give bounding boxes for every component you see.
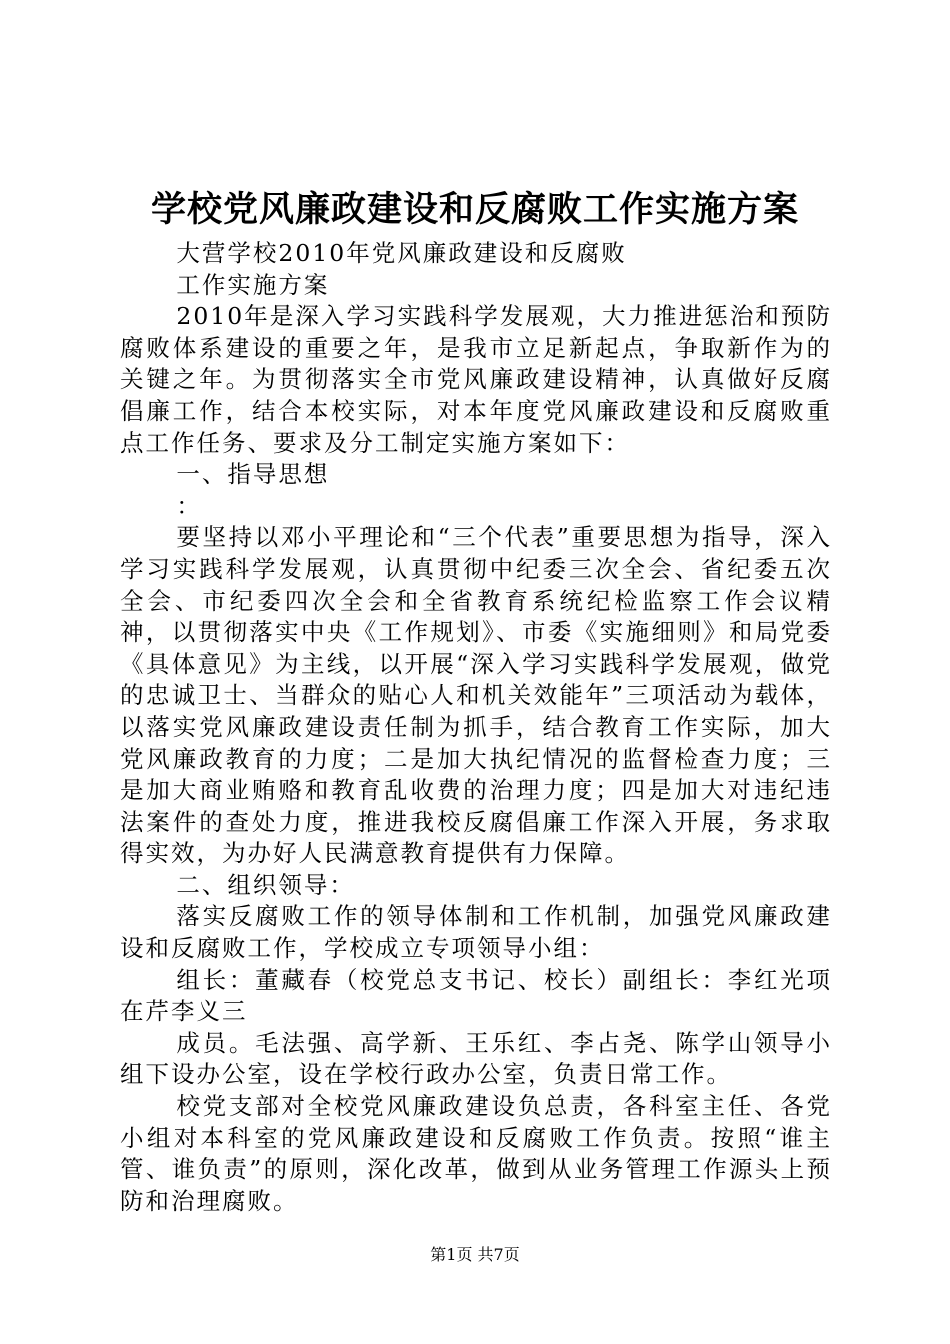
paragraph-members: 成员。毛法强、高学新、王乐红、李占尧、陈学山领导小组下设办公室，设在学校行政办公室，负责日常工作。: [120, 1028, 832, 1089]
paragraph-intro: 2010年是深入学习实践科学发展观，大力推进惩治和预防腐败体系建设的重要之年，是我市立足新起点，争取新作为的关键之年。为贯彻落实全市党风廉政建设精神，认真做好反腐倡廉工作，结合本校实际，对本年度党风廉政建设和反腐败重点工作任务、要求及分工制定实施方案如下：: [120, 302, 832, 457]
paragraph-responsibility: 校党支部对全校党风廉政建设负总责，各科室主任、各党小组对本科室的党风廉政建设和反腐败工作负责。按照“谁主管、谁负责”的原则，深化改革，做到从业务管理工作源头上预防和治理腐败。: [120, 1092, 832, 1215]
section-heading-organization: 二、组织领导：: [176, 870, 355, 899]
paragraph-guiding-ideology: 要坚持以邓小平理论和“三个代表”重要思想为指导，深入学习实践科学发展观，认真贯彻中纪委三次全会、省纪委五次全会、市纪委四次全会和全省教育系统纪检监察工作会议精神，以贯彻落实中央《工作规划》、市委《实施细则》和局党委《具体意见》为主线，以开展“深入学习实践科学发展观，做党的忠诚卫士、当群众的贴心人和机关效能年”三项活动为载体，以落实党风廉政建设责任制为抓手，结合教育工作实际，加大党风廉政教育的力度；二是加大执纪情况的监督检查力度；三是加大商业贿赂和教育乱收费的治理力度；四是加大对违纪违法案件的查处力度，推进我校反腐倡廉工作深入开展，务求取得实效，为办好人民满意教育提供有力保障。: [120, 523, 832, 868]
paragraph-leaders: 组长：董藏春（校党总支书记、校长）副组长：李红光项在芹李义三: [120, 965, 832, 1026]
paragraph-subtitle-line2: 工作实施方案: [176, 270, 330, 299]
paragraph-colon: ：: [176, 491, 202, 520]
paragraph-organization: 落实反腐败工作的领导体制和工作机制，加强党风廉政建设和反腐败工作，学校成立专项领导小组：: [120, 902, 832, 963]
section-heading-guiding-ideology: 一、指导思想: [176, 460, 330, 489]
paragraph-subtitle-line1: 大营学校2010年党风廉政建设和反腐败: [176, 239, 627, 267]
document-body: [120, 238, 832, 1217]
document-title: 学校党风廉政建设和反腐败工作实施方案: [150, 189, 799, 230]
page-number: 第1页 共7页: [430, 1245, 520, 1264]
